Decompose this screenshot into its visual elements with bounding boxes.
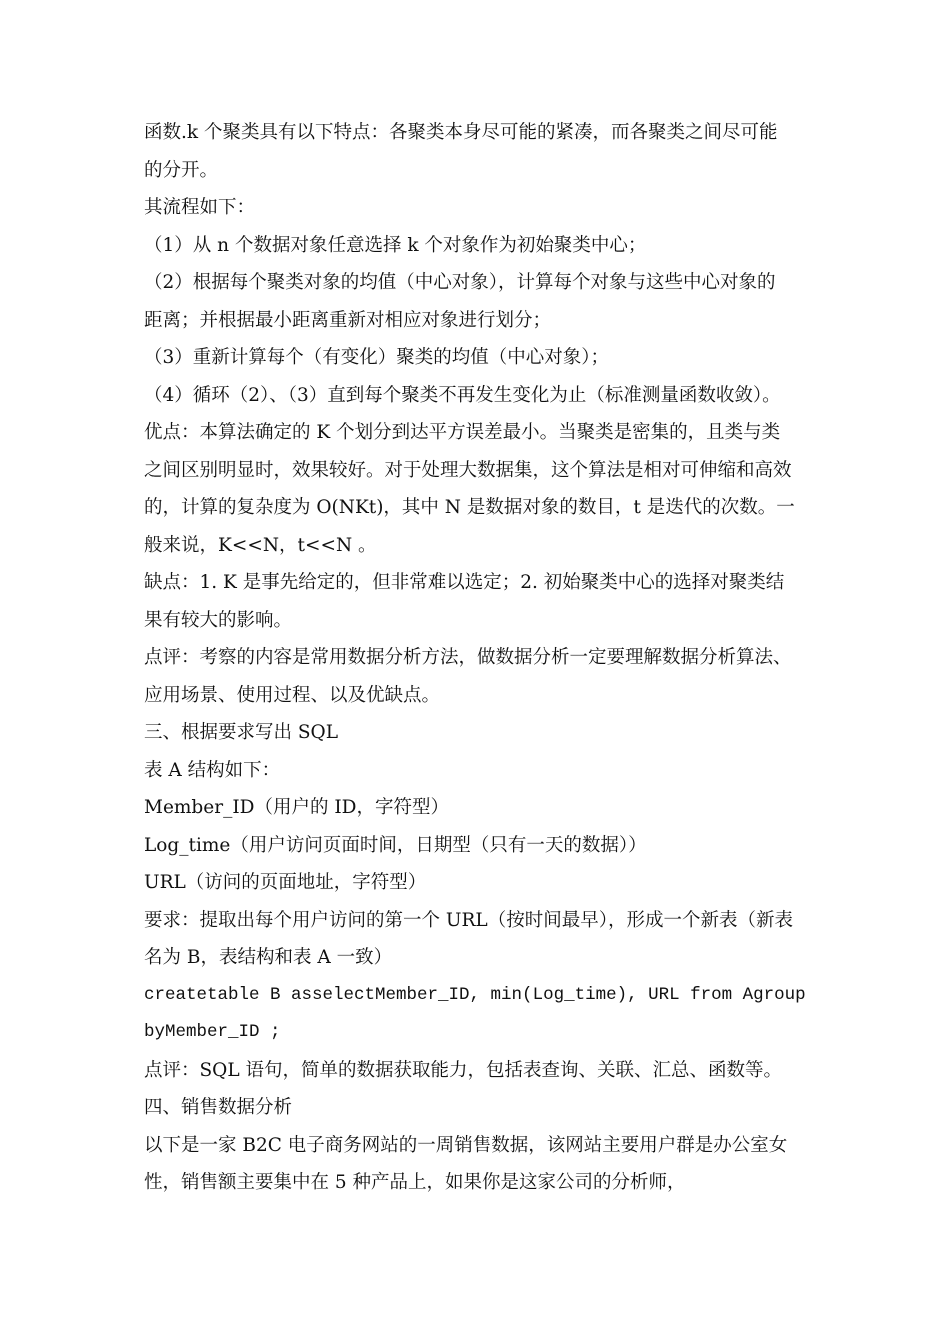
text-line: URL（访问的页面地址，字符型）	[144, 872, 427, 893]
text-line: 的，计算的复杂度为 O(NKt)，其中 N 是数据对象的数目，t 是迭代的次数。一	[144, 497, 795, 518]
sql-code-line: byMember_ID ;	[144, 1022, 281, 1042]
text-line: （1）从 n 个数据对象任意选择 k 个对象作为初始聚类中心；	[144, 234, 647, 256]
text-line: 优点：本算法确定的 K 个划分到达平方误差最小。当聚类是密集的，且类与类	[144, 422, 781, 443]
text-line: 应用场景、使用过程、以及优缺点。	[144, 684, 441, 706]
text-line: 距离；并根据最小距离重新对相应对象进行划分；	[144, 309, 552, 331]
text-line: Member_ID（用户的 ID，字符型）	[144, 797, 449, 818]
text-line: Log_time（用户访问页面时间，日期型（只有一天的数据））	[144, 834, 647, 856]
text-line: 名为 B，表结构和表 A 一致）	[144, 947, 393, 968]
text-line: 性，销售额主要集中在 5 种产品上，如果你是这家公司的分析师，	[144, 1172, 686, 1193]
section-heading: 四、销售数据分析	[144, 1097, 293, 1118]
text-line: （4）循环（2）、（3）直到每个聚类不再发生变化为止（标准测量函数收敛）。	[144, 384, 781, 406]
document-body	[144, 114, 824, 1202]
text-line: 点评：考察的内容是常用数据分析方法，做数据分析一定要理解数据分析算法、	[144, 647, 792, 668]
text-line: 函数.k 个聚类具有以下特点：各聚类本身尽可能的紧凑，而各聚类之间尽可能	[144, 122, 778, 143]
section-heading: 三、根据要求写出 SQL	[144, 722, 339, 743]
text-line: 缺点：1. K 是事先给定的，但非常难以选定；2. 初始聚类中心的选择对聚类结	[144, 572, 785, 593]
text-line: 其流程如下：	[144, 197, 256, 218]
sql-code-line: createtable B asselectMember_ID, min(Log_time), URL from Agroup	[144, 984, 806, 1005]
text-line: 果有较大的影响。	[144, 609, 293, 631]
text-line: （2）根据每个聚类对象的均值（中心对象），计算每个对象与这些中心对象的	[144, 272, 776, 293]
text-line: 之间区别明显时，效果较好。对于处理大数据集，这个算法是相对可伸缩和高效	[144, 459, 792, 481]
text-line: 般来说，K<<N，t<<N 。	[144, 534, 377, 556]
text-line: 的分开。	[144, 159, 219, 181]
text-line: 以下是一家 B2C 电子商务网站的一周销售数据，该网站主要用户群是办公室女	[144, 1134, 788, 1156]
text-line: （3）重新计算每个（有变化）聚类的均值（中心对象）；	[144, 347, 610, 368]
text-line: 表 A 结构如下：	[144, 759, 281, 781]
text-line: 点评：SQL 语句，简单的数据获取能力，包括表查询、关联、汇总、函数等。	[144, 1059, 783, 1081]
text-line: 要求：提取出每个用户访问的第一个 URL（按时间最早），形成一个新表（新表	[144, 909, 793, 931]
